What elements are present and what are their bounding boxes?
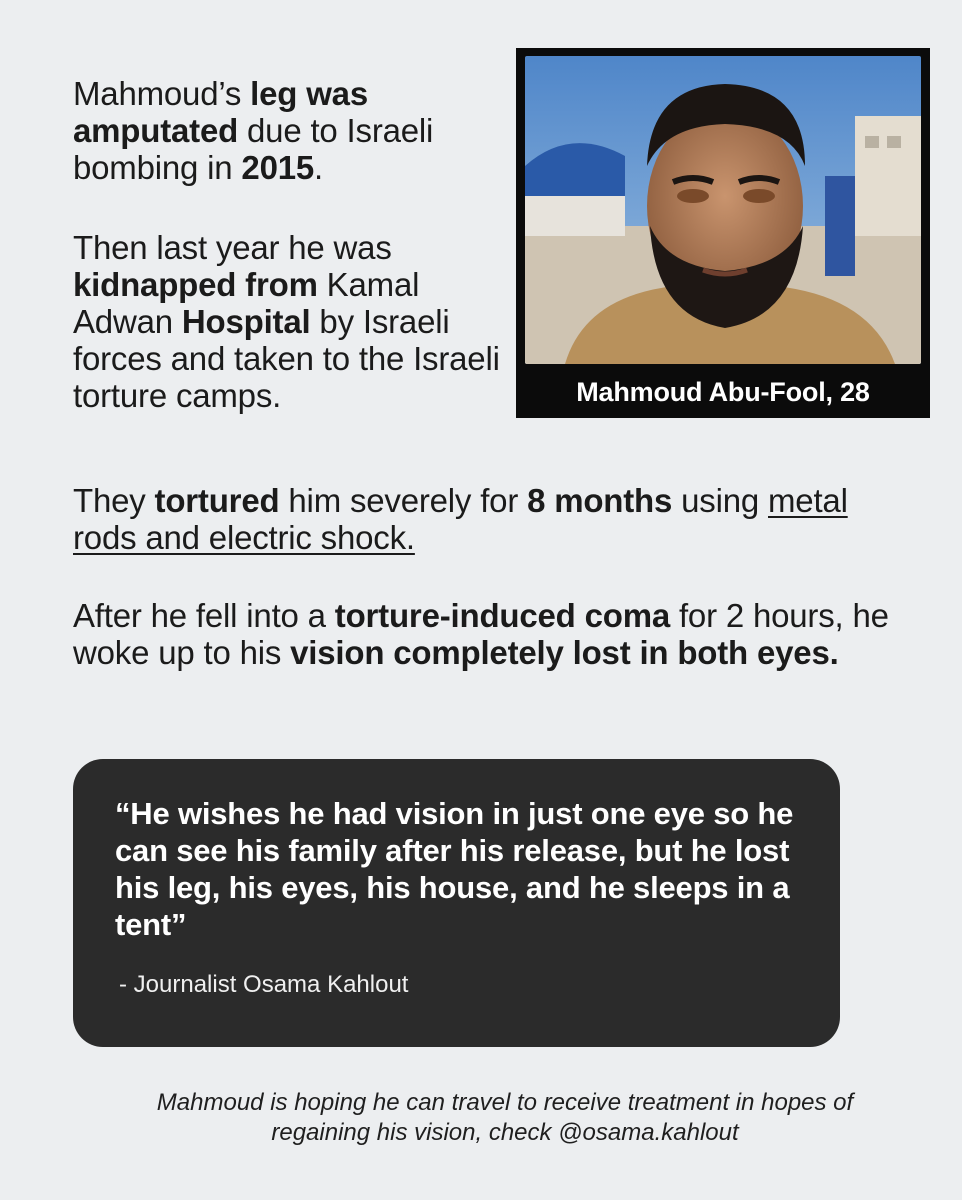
quote-text: “He wishes he had vision in just one eye so he can see his family after his release, but he lost his leg, his eyes, his house, and he sleeps in a tent” [115, 796, 794, 942]
kidnap-paragraph [73, 229, 513, 414]
portrait-photo [525, 56, 921, 364]
portrait-card [516, 48, 930, 418]
text-segment: They [73, 482, 155, 519]
bold-segment: 8 months [527, 482, 673, 519]
bold-segment: Hospital [181, 303, 311, 340]
text-segment: by Israeli forces and taken to the Israeli torture camps. [73, 303, 500, 414]
bold-segment: tortured [154, 482, 280, 519]
portrait-illustration [525, 56, 921, 364]
bold-segment: leg was amputated [73, 75, 368, 149]
underlined-segment: metal rods and electric shock. [73, 482, 848, 556]
coma-paragraph [73, 597, 903, 671]
bold-segment: torture-induced coma [334, 597, 670, 634]
bold-segment: kidnapped from [73, 266, 318, 303]
text-segment: After he fell into a [73, 597, 335, 634]
quote-card [73, 759, 840, 1047]
bold-segment: vision completely lost in both eyes. [290, 634, 839, 671]
portrait-caption: Mahmoud Abu-Fool, 28 [576, 377, 870, 407]
text-segment: him severely for [279, 482, 528, 519]
intro-paragraph [73, 75, 503, 186]
text-segment: Kamal Adwan [73, 266, 420, 340]
text-segment: Then last year he was [73, 229, 392, 266]
bold-segment: 2015 [241, 149, 315, 186]
text-segment: for 2 hours, he woke up to his [73, 597, 889, 671]
text-segment: Mahmoud’s [73, 75, 251, 112]
text-segment: . [314, 149, 324, 186]
footer-note: Mahmoud is hoping he can travel to receive treatment in hopes of regaining his vision, check @osama.kahlout [156, 1089, 854, 1146]
text-segment: using [672, 482, 768, 519]
quote-attribution: - Journalist Osama Kahlout [119, 971, 409, 998]
torture-paragraph [73, 482, 893, 556]
text-segment: due to Israeli bombing in [73, 112, 434, 186]
